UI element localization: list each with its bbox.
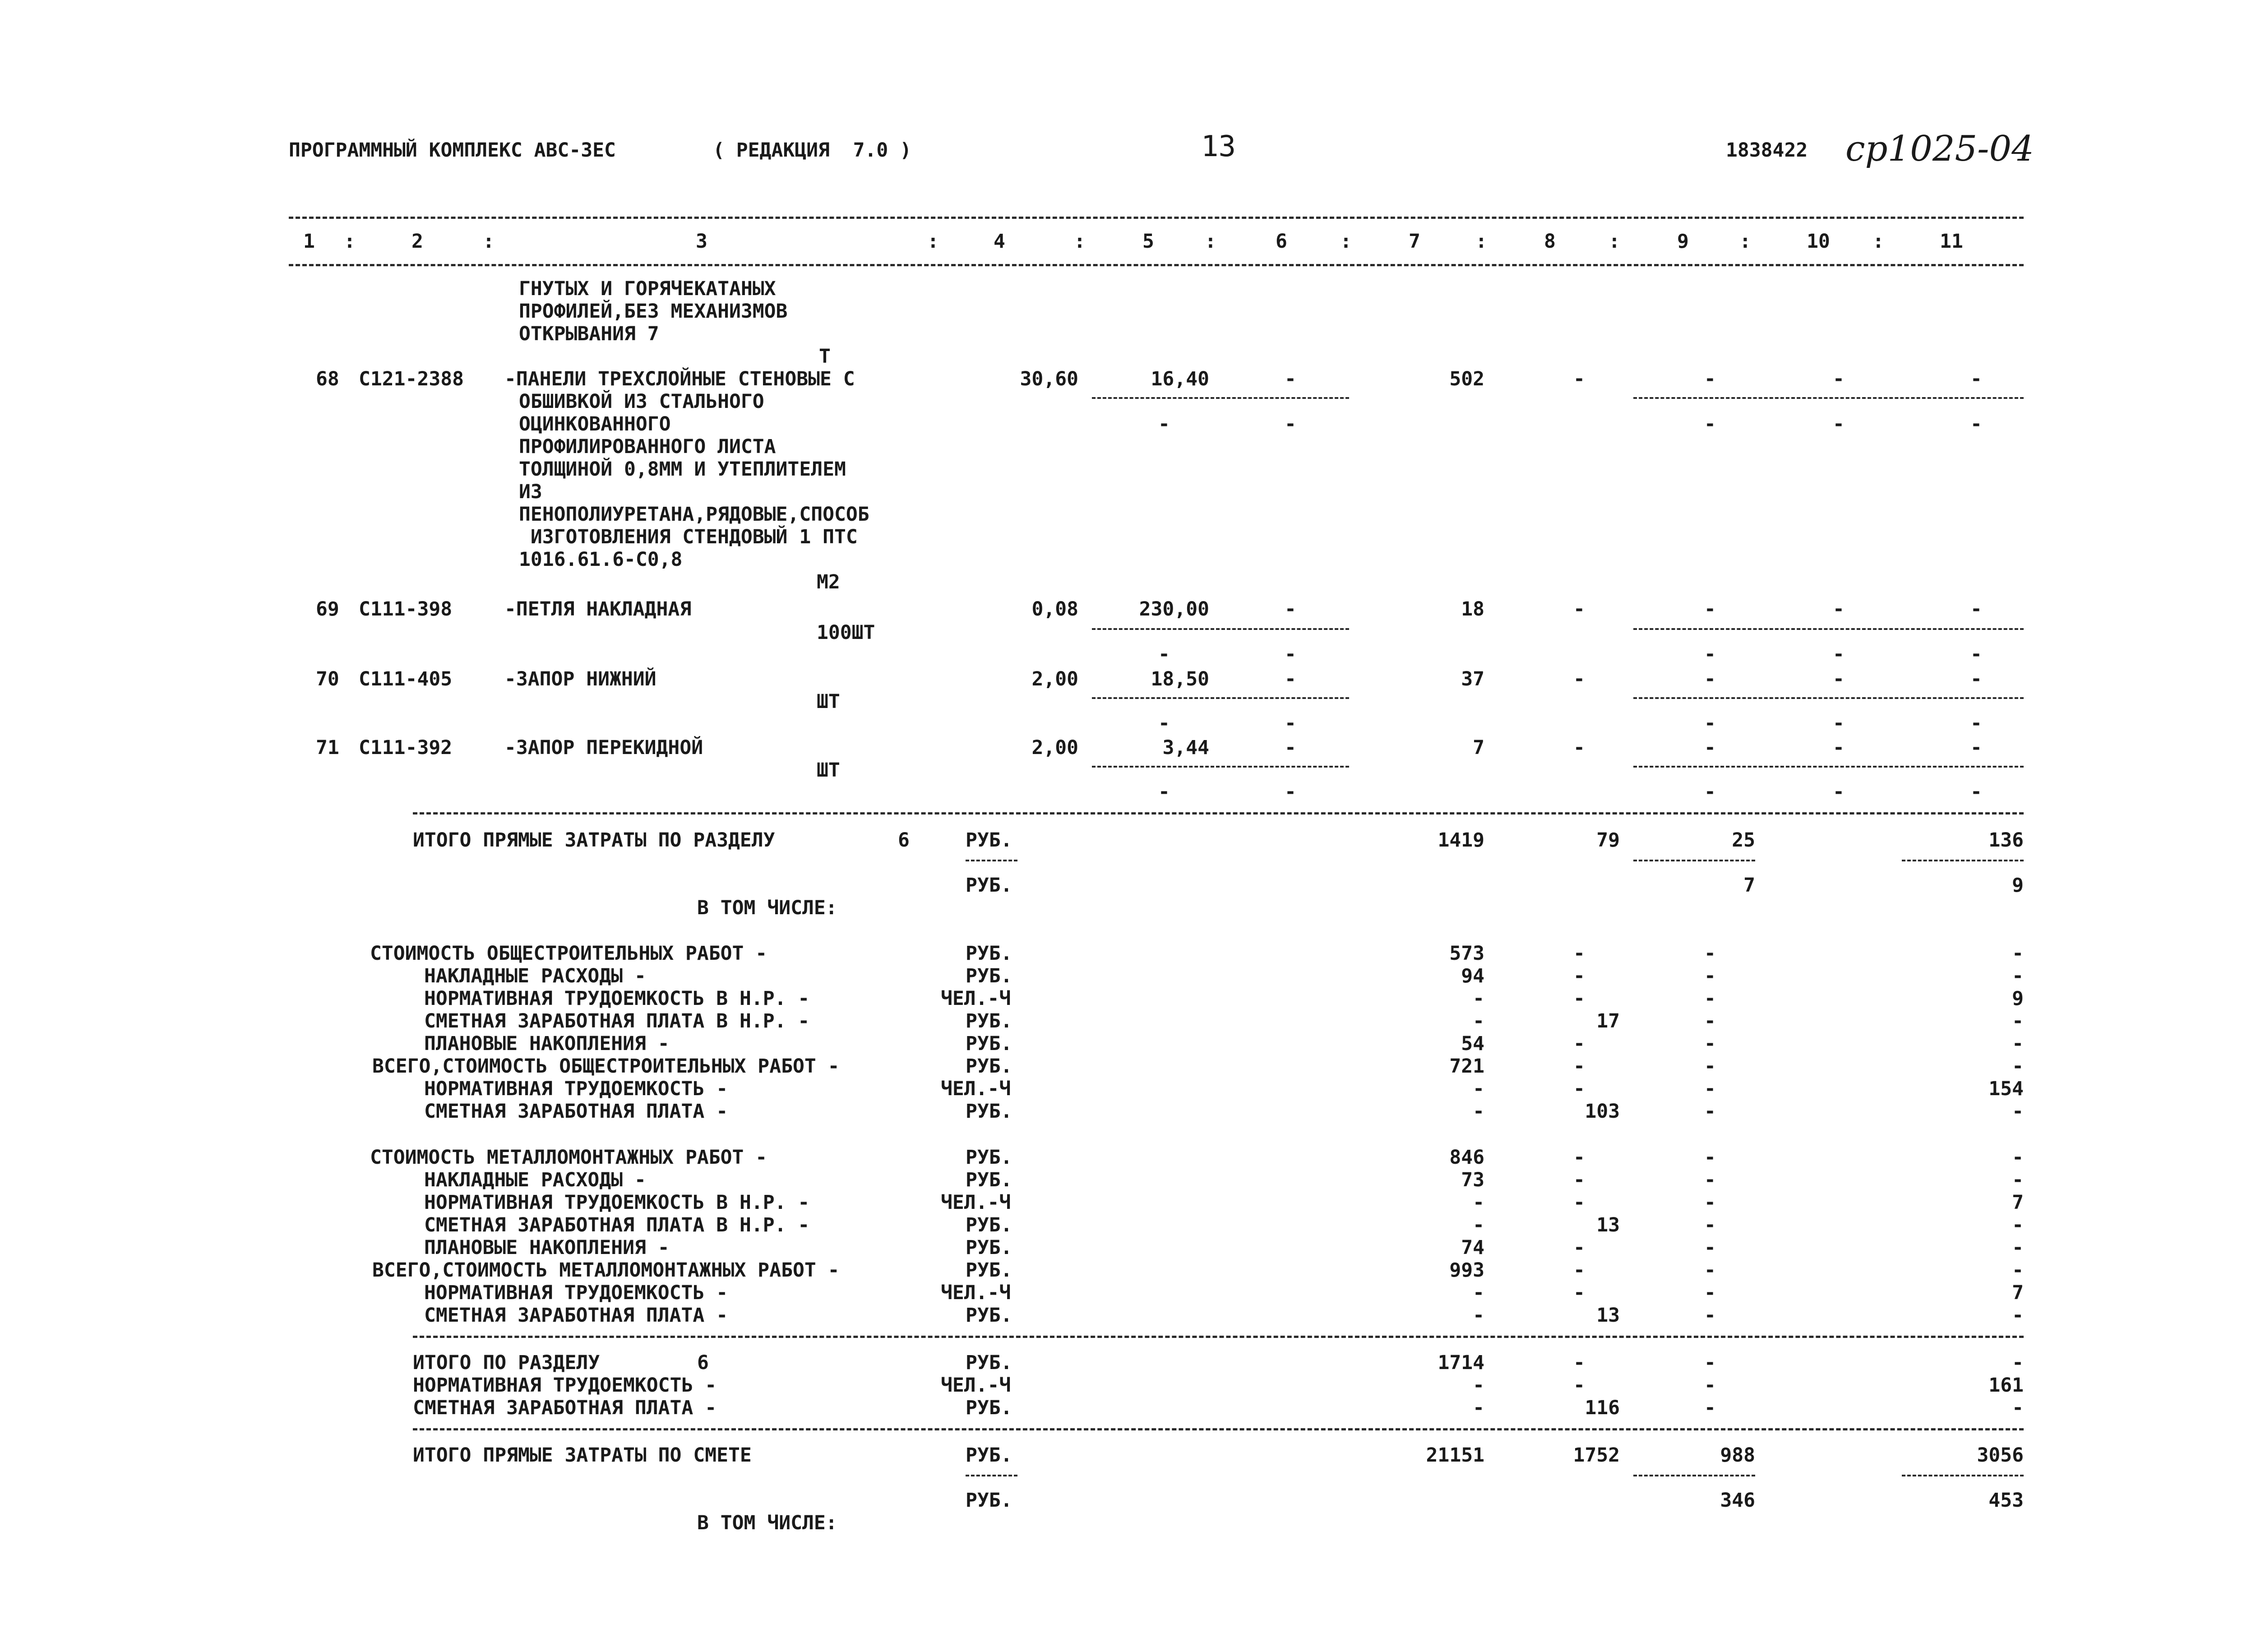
cell-col11: - (2012, 1259, 2024, 1282)
cell-col7: 1419 (1438, 829, 1484, 851)
breakdown-unit: РУБ. (966, 1236, 1012, 1259)
cell-col7: - (1473, 1397, 1484, 1419)
cell-col5-sub: - (1158, 712, 1170, 735)
cell-col6-sub: - (1285, 643, 1296, 666)
unit-divider (966, 860, 1017, 861)
cell-col4: 0,08 (1031, 598, 1078, 620)
cell-col11-sub: 9 (2012, 874, 2024, 897)
cell-col10-sub: - (1833, 712, 1845, 735)
cell-col9: - (1704, 736, 1716, 759)
breakdown-unit: РУБ. (966, 942, 1012, 965)
cell-col4: 2,00 (1031, 668, 1078, 690)
cell-col9: - (1704, 1397, 1716, 1419)
cell-col4: 2,00 (1031, 736, 1078, 759)
item-desc-line: 1016.61.6-С0,8 (519, 548, 683, 571)
cell-col7: 94 (1461, 965, 1484, 987)
cell-col7: - (1473, 1078, 1484, 1100)
cell-col9: - (1704, 598, 1716, 620)
cell-col8: 103 (1585, 1100, 1620, 1123)
estimate-total-label: ИТОГО ПРЯМЫЕ ЗАТРАТЫ ПО СМЕТЕ (413, 1444, 752, 1467)
cell-col7: - (1473, 1374, 1484, 1397)
cell-col9: - (1704, 1078, 1716, 1100)
breakdown-label: ВСЕГО,СТОИМОСТЬ ОБЩЕСТРОИТЕЛЬНЫХ РАБОТ - (372, 1055, 840, 1078)
cell-col7: - (1473, 1191, 1484, 1214)
breakdown-label: ПЛАНОВЫЕ НАКОПЛЕНИЯ - (424, 1032, 670, 1055)
summary-unit: РУБ. (966, 1397, 1012, 1419)
cell-col8: - (1573, 1259, 1585, 1282)
page-number: 13 (1201, 130, 1236, 163)
breakdown-label: НОРМАТИВНАЯ ТРУДОЕМКОСТЬ В Н.Р. - (424, 987, 810, 1010)
cell-divider (1633, 628, 2024, 630)
item-unit: ШТ (817, 759, 840, 782)
breakdown-unit: ЧЕЛ.-Ч (941, 1282, 1011, 1304)
cell-col9: - (1704, 1259, 1716, 1282)
continuation-unit: Т (819, 345, 831, 368)
col-head: 5 (1142, 230, 1154, 253)
cell-col8: - (1573, 1191, 1585, 1214)
col-sep: : (483, 230, 495, 253)
cell-col11-sub: - (1970, 781, 1982, 803)
col-sep: : (1340, 230, 1352, 253)
cell-col8: 13 (1596, 1214, 1620, 1236)
cell-divider (1633, 860, 1755, 861)
cell-col7: 993 (1449, 1259, 1484, 1282)
cell-col11: - (1970, 668, 1982, 690)
col-head: 2 (411, 230, 423, 253)
cell-col11: 136 (1988, 829, 2024, 851)
cell-col11-sub: - (1970, 643, 1982, 666)
cell-col11: - (2012, 1351, 2024, 1374)
cell-col8: - (1573, 668, 1585, 690)
cell-col8: - (1573, 965, 1585, 987)
header-rule-top (289, 217, 2024, 219)
breakdown-label: НОРМАТИВНАЯ ТРУДОЕМКОСТЬ - (424, 1282, 728, 1304)
cell-col11: - (2012, 1169, 2024, 1191)
cell-col11: - (1970, 598, 1982, 620)
cell-col7: - (1473, 1010, 1484, 1032)
cell-col8: - (1573, 736, 1585, 759)
col-head: 8 (1544, 230, 1556, 253)
cell-col7: 573 (1449, 942, 1484, 965)
cell-col6-sub: - (1285, 781, 1296, 803)
breakdown-label: СТОИМОСТЬ МЕТАЛЛОМОНТАЖНЫХ РАБОТ - (370, 1146, 767, 1169)
section-rule (413, 1336, 2024, 1338)
summary-unit: РУБ. (966, 1351, 1012, 1374)
cell-col9-sub: 7 (1743, 874, 1755, 897)
cell-col9: - (1704, 1304, 1716, 1327)
section-rule (413, 812, 2024, 814)
cell-col9: - (1704, 1236, 1716, 1259)
breakdown-unit: РУБ. (966, 1259, 1012, 1282)
breakdown-unit: РУБ. (966, 1055, 1012, 1078)
cell-col8: - (1573, 1032, 1585, 1055)
col-sep: : (1872, 230, 1884, 253)
cell-col5: 16,40 (1151, 368, 1209, 390)
cell-col9: - (1704, 368, 1716, 390)
breakdown-label: ПЛАНОВЫЕ НАКОПЛЕНИЯ - (424, 1236, 670, 1259)
breakdown-unit: РУБ. (966, 1169, 1012, 1191)
cell-col11: - (2012, 1055, 2024, 1078)
item-desc-line: ТОЛЩИНОЙ 0,8ММ И УТЕПЛИТЕЛЕМ (519, 458, 846, 481)
cell-col9: 25 (1732, 829, 1755, 851)
breakdown-unit: РУБ. (966, 1304, 1012, 1327)
breakdown-label: НАКЛАДНЫЕ РАСХОДЫ - (424, 1169, 646, 1191)
cell-col7: 1714 (1438, 1351, 1484, 1374)
col-sep: : (1205, 230, 1216, 253)
including-label: В ТОМ ЧИСЛЕ: (697, 897, 837, 919)
cell-col9-sub: - (1704, 781, 1716, 803)
section-total-unit-sub: РУБ. (966, 874, 1012, 897)
col-head: 10 (1807, 230, 1830, 253)
cell-col7: 721 (1449, 1055, 1484, 1078)
cell-col7: 21151 (1426, 1444, 1484, 1467)
cell-col8: - (1573, 1078, 1585, 1100)
cell-col7: - (1473, 1282, 1484, 1304)
cell-divider (1633, 766, 2024, 768)
cell-col9-sub: 346 (1720, 1489, 1755, 1512)
cell-col8: - (1573, 1236, 1585, 1259)
item-desc-line: -ЗАПОР ПЕРЕКИДНОЙ (504, 736, 703, 759)
cell-col11: 9 (2012, 987, 2024, 1010)
breakdown-unit: РУБ. (966, 965, 1012, 987)
cell-col8: - (1573, 1282, 1585, 1304)
cell-divider (1092, 628, 1349, 630)
cell-col11: - (2012, 1032, 2024, 1055)
cell-col8: 79 (1596, 829, 1620, 851)
cell-col5: 18,50 (1151, 668, 1209, 690)
cell-col9: - (1704, 1214, 1716, 1236)
cell-col7: 7 (1473, 736, 1484, 759)
cell-col11: - (2012, 1214, 2024, 1236)
cell-col8: 13 (1596, 1304, 1620, 1327)
cell-col8: - (1573, 1351, 1585, 1374)
breakdown-label: ВСЕГО,СТОИМОСТЬ МЕТАЛЛОМОНТАЖНЫХ РАБОТ - (372, 1259, 840, 1282)
cell-col7: 18 (1461, 598, 1484, 620)
breakdown-unit: РУБ. (966, 1010, 1012, 1032)
cell-col11: - (2012, 1100, 2024, 1123)
cell-col9: - (1704, 942, 1716, 965)
cell-col4: 30,60 (1020, 368, 1078, 390)
cell-col10: - (1833, 368, 1845, 390)
cell-divider (1902, 1475, 2024, 1476)
cell-col11-sub: - (1970, 712, 1982, 735)
cell-col9: - (1704, 1010, 1716, 1032)
cell-col8: 1752 (1573, 1444, 1620, 1467)
cell-col10: - (1833, 668, 1845, 690)
cell-col10-sub: - (1833, 413, 1845, 435)
cell-col5: 230,00 (1139, 598, 1209, 620)
program-edition: ( РЕДАКЦИЯ 7.0 ) (713, 139, 912, 162)
summary-label: СМЕТНАЯ ЗАРАБОТНАЯ ПЛАТА - (413, 1397, 717, 1419)
cell-col5-sub: - (1158, 781, 1170, 803)
item-desc-line: ПРОФИЛИРОВАННОГО ЛИСТА (519, 435, 776, 458)
item-unit: ШТ (817, 690, 840, 713)
cell-divider (1633, 397, 2024, 399)
col-head: 3 (696, 230, 707, 253)
cell-col9: - (1704, 1169, 1716, 1191)
estimate-total-unit-sub: РУБ. (966, 1489, 1012, 1512)
unit-divider (966, 1475, 1017, 1476)
breakdown-label: СТОИМОСТЬ ОБЩЕСТРОИТЕЛЬНЫХ РАБОТ - (370, 942, 767, 965)
cell-col10: - (1833, 598, 1845, 620)
cell-divider (1092, 697, 1349, 699)
breakdown-unit: РУБ. (966, 1100, 1012, 1123)
cell-col11: 7 (2012, 1191, 2024, 1214)
cell-col10-sub: - (1833, 781, 1845, 803)
cell-col11: - (2012, 1010, 2024, 1032)
col-head: 7 (1409, 230, 1420, 253)
col-head: 9 (1677, 230, 1689, 253)
cell-col11: - (1970, 736, 1982, 759)
cell-col8: - (1573, 1055, 1585, 1078)
cell-col11: 7 (2012, 1282, 2024, 1304)
cell-col8: - (1573, 987, 1585, 1010)
cell-col11: 161 (1988, 1374, 2024, 1397)
cell-col5-sub: - (1158, 413, 1170, 435)
item-number: 71 (316, 736, 339, 759)
cell-col8: 116 (1585, 1397, 1620, 1419)
cell-col9: - (1704, 1055, 1716, 1078)
cell-col7: - (1473, 987, 1484, 1010)
col-head: 4 (994, 230, 1005, 253)
cell-col7: - (1473, 1214, 1484, 1236)
cell-col8: - (1573, 1169, 1585, 1191)
breakdown-label: НАКЛАДНЫЕ РАСХОДЫ - (424, 965, 646, 987)
cell-col9: - (1704, 1032, 1716, 1055)
cell-col8: - (1573, 598, 1585, 620)
col-head: 11 (1940, 230, 1963, 253)
summary-section-number: 6 (697, 1351, 709, 1374)
handwritten-code: ср1025-04 (1845, 129, 2034, 169)
cell-col9: - (1704, 1146, 1716, 1169)
item-desc-line: -ПАНЕЛИ ТРЕХСЛОЙНЫЕ СТЕНОВЫЕ С (504, 368, 855, 390)
item-desc-line: ПЕНОПОЛИУРЕТАНА,РЯДОВЫЕ,СПОСОБ (519, 503, 869, 526)
cell-col7: 73 (1461, 1169, 1484, 1191)
cell-col9: - (1704, 1351, 1716, 1374)
continuation-line: ОТКРЫВАНИЯ 7 (519, 323, 659, 345)
breakdown-label: СМЕТНАЯ ЗАРАБОТНАЯ ПЛАТА В Н.Р. - (424, 1010, 810, 1032)
col-sep: : (1609, 230, 1620, 253)
item-unit: 100ШТ (817, 621, 875, 644)
estimate-total-unit: РУБ. (966, 1444, 1012, 1467)
item-number: 69 (316, 598, 339, 620)
cell-col11: - (2012, 1146, 2024, 1169)
col-sep: : (344, 230, 356, 253)
header-rule-bottom (289, 264, 2024, 266)
cell-col10: - (1833, 736, 1845, 759)
cell-col9-sub: - (1704, 413, 1716, 435)
cell-divider (1633, 697, 2024, 699)
continuation-line: ПРОФИЛЕЙ,БЕЗ МЕХАНИЗМОВ (519, 300, 788, 323)
cell-col6-sub: - (1285, 413, 1296, 435)
cell-col11: - (2012, 1397, 2024, 1419)
item-number: 68 (316, 368, 339, 390)
cell-col5: 3,44 (1162, 736, 1209, 759)
section-total-unit: РУБ. (966, 829, 1012, 851)
cell-col11: 3056 (1977, 1444, 2024, 1467)
cell-col6-sub: - (1285, 712, 1296, 735)
col-head: 1 (303, 230, 315, 253)
cell-col9: 988 (1720, 1444, 1755, 1467)
breakdown-label: СМЕТНАЯ ЗАРАБОТНАЯ ПЛАТА - (424, 1304, 728, 1327)
col-sep: : (1074, 230, 1086, 253)
cell-col8: - (1573, 1374, 1585, 1397)
item-desc-line: -ЗАПОР НИЖНИЙ (504, 668, 656, 690)
cell-col5-sub: - (1158, 643, 1170, 666)
breakdown-unit: ЧЕЛ.-Ч (941, 1078, 1011, 1100)
breakdown-label: НОРМАТИВНАЯ ТРУДОЕМКОСТЬ - (424, 1078, 728, 1100)
cell-divider (1633, 1475, 1755, 1476)
cell-col8: 17 (1596, 1010, 1620, 1032)
breakdown-unit: РУБ. (966, 1146, 1012, 1169)
item-desc-line: ИЗГОТОВЛЕНИЯ СТЕНДОВЫЙ 1 ПТС (519, 526, 858, 548)
item-desc-line: ОЦИНКОВАННОГО (519, 413, 671, 435)
cell-col10-sub: - (1833, 643, 1845, 666)
cell-col6: - (1285, 368, 1296, 390)
cell-col7: - (1473, 1100, 1484, 1123)
cell-col11: 154 (1988, 1078, 2024, 1100)
summary-label: ИТОГО ПО РАЗДЕЛУ (413, 1351, 600, 1374)
section-rule (413, 1428, 2024, 1430)
cell-col9-sub: - (1704, 712, 1716, 735)
cell-col9: - (1704, 1191, 1716, 1214)
cell-col9: - (1704, 965, 1716, 987)
item-code: С121-2388 (359, 368, 464, 390)
col-sep: : (1739, 230, 1751, 253)
cell-col8: - (1573, 1146, 1585, 1169)
cell-divider (1092, 397, 1349, 399)
item-desc-line: ОБШИВКОЙ ИЗ СТАЛЬНОГО (519, 390, 764, 413)
breakdown-label: СМЕТНАЯ ЗАРАБОТНАЯ ПЛАТА - (424, 1100, 728, 1123)
col-sep: : (927, 230, 939, 253)
cell-col9: - (1704, 1282, 1716, 1304)
cell-col11: - (1970, 368, 1982, 390)
col-head: 6 (1276, 230, 1287, 253)
cell-col6: - (1285, 598, 1296, 620)
summary-label: НОРМАТИВНАЯ ТРУДОЕМКОСТЬ - (413, 1374, 717, 1397)
breakdown-label: НОРМАТИВНАЯ ТРУДОЕМКОСТЬ В Н.Р. - (424, 1191, 810, 1214)
item-desc-line: -ПЕТЛЯ НАКЛАДНАЯ (504, 598, 692, 620)
breakdown-label: СМЕТНАЯ ЗАРАБОТНАЯ ПЛАТА В Н.Р. - (424, 1214, 810, 1236)
item-desc-line: ИЗ (519, 481, 542, 503)
breakdown-unit: ЧЕЛ.-Ч (941, 1191, 1011, 1214)
cell-col8: - (1573, 942, 1585, 965)
item-code: С111-405 (359, 668, 453, 690)
cell-col9: - (1704, 1100, 1716, 1123)
including-label: В ТОМ ЧИСЛЕ: (697, 1512, 837, 1534)
cell-divider (1902, 860, 2024, 861)
cell-col9: - (1704, 1374, 1716, 1397)
cell-col8: - (1573, 368, 1585, 390)
cell-divider (1092, 766, 1349, 768)
breakdown-unit: РУБ. (966, 1214, 1012, 1236)
cell-col7: - (1473, 1304, 1484, 1327)
breakdown-unit: РУБ. (966, 1032, 1012, 1055)
item-code: С111-398 (359, 598, 453, 620)
cell-col7: 502 (1449, 368, 1484, 390)
cell-col6: - (1285, 668, 1296, 690)
col-sep: : (1475, 230, 1487, 253)
item-number: 70 (316, 668, 339, 690)
cell-col7: 54 (1461, 1032, 1484, 1055)
cell-col11: - (2012, 1236, 2024, 1259)
cell-col9-sub: - (1704, 643, 1716, 666)
item-code: С111-392 (359, 736, 453, 759)
cell-col7: 74 (1461, 1236, 1484, 1259)
continuation-line: ГНУТЫХ И ГОРЯЧЕКАТАНЫХ (519, 278, 776, 300)
cell-col9: - (1704, 668, 1716, 690)
cell-col11-sub: - (1970, 413, 1982, 435)
section-total-number: 6 (898, 829, 910, 851)
cell-col7: 37 (1461, 668, 1484, 690)
cell-col9: - (1704, 987, 1716, 1010)
breakdown-unit: ЧЕЛ.-Ч (941, 987, 1011, 1010)
cell-col7: 846 (1449, 1146, 1484, 1169)
item-unit: М2 (817, 571, 840, 593)
cell-col11: - (2012, 965, 2024, 987)
doc-number: 1838422 (1726, 139, 1808, 162)
summary-unit: ЧЕЛ.-Ч (941, 1374, 1011, 1397)
program-name: ПРОГРАММНЫЙ КОМПЛЕКС АВС-3ЕС (289, 139, 616, 162)
cell-col11: - (2012, 942, 2024, 965)
cell-col11-sub: 453 (1988, 1489, 2024, 1512)
cell-col11: - (2012, 1304, 2024, 1327)
cell-col6: - (1285, 736, 1296, 759)
section-total-label: ИТОГО ПРЯМЫЕ ЗАТРАТЫ ПО РАЗДЕЛУ (413, 829, 775, 851)
